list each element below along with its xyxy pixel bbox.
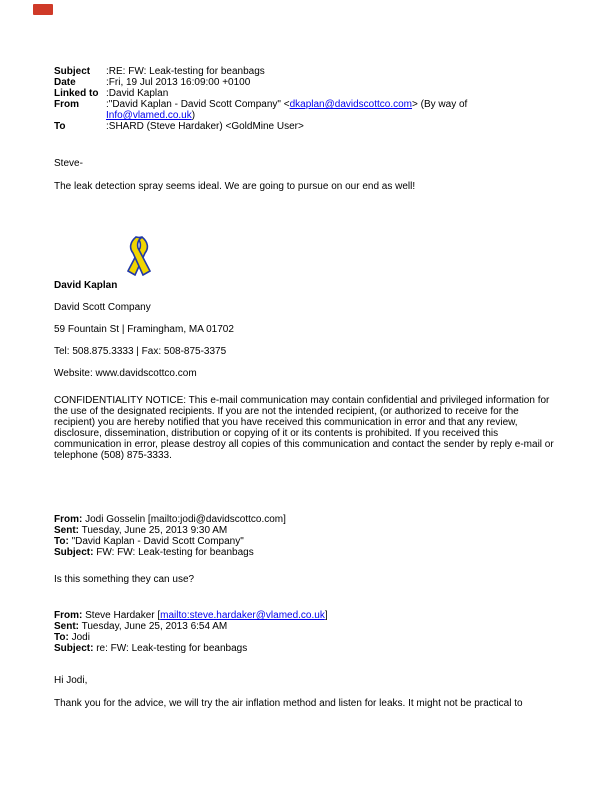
body-paragraph: The leak detection spray seems ideal. We are going to pursue on our end as well! xyxy=(54,181,416,192)
quoted2-to-line xyxy=(54,632,558,643)
meta-row-date xyxy=(54,77,558,88)
quoted1-question: Is this something they can use? xyxy=(54,574,195,585)
from-email-link[interactable]: dkaplan@davidscottco.com xyxy=(289,99,413,110)
quoted1-subject-line xyxy=(54,547,558,558)
quoted1-sent-label: Sent: xyxy=(54,525,79,536)
quoted2-sent-value: Tuesday, June 25, 2013 6:54 AM xyxy=(79,621,228,632)
quoted1-to-line xyxy=(54,536,558,547)
quoted-email-2-headers xyxy=(54,610,558,654)
email-meta-headers xyxy=(54,66,558,132)
quoted2-to-value: Jodi xyxy=(68,632,90,643)
meta-value-date xyxy=(106,77,558,88)
red-corner-mark xyxy=(33,4,53,15)
quoted2-greeting: Hi Jodi, xyxy=(54,675,88,686)
meta-value-subject xyxy=(106,66,558,77)
quoted1-from-value: Jodi Gosselin [mailto:jodi@davidscottco.com] xyxy=(82,514,286,525)
meta-row-from xyxy=(54,99,558,121)
quoted2-subject-label: Subject: xyxy=(54,643,94,654)
quoted-email-1-headers xyxy=(54,514,558,558)
quoted2-from-post: ] xyxy=(324,610,328,621)
quoted2-mailto-link[interactable]: mailto:steve.hardaker@vlamed.co.uk xyxy=(160,610,325,621)
meta-value-to xyxy=(106,121,558,132)
meta-row-subject xyxy=(54,66,558,77)
from-post-text: ) xyxy=(191,110,196,121)
meta-row-to xyxy=(54,121,558,132)
to-text: SHARD (Steve Hardaker) <GoldMine User> xyxy=(108,121,304,132)
from-mid-text: > (By way of xyxy=(412,99,471,110)
quoted2-to-label: To: xyxy=(54,632,69,643)
meta-value-linked-to xyxy=(106,88,558,99)
quoted2-from-pre: Steve Hardaker [ xyxy=(82,610,161,621)
ribbon-image-wrap xyxy=(124,236,558,276)
from-name-text: "David Kaplan - David Scott Company" < xyxy=(108,99,290,110)
meta-label-from: From xyxy=(54,99,79,110)
quoted1-to-label: To: xyxy=(54,536,69,547)
meta-label-subject: Subject xyxy=(54,66,91,77)
awareness-ribbon-icon xyxy=(124,236,154,276)
quoted1-to-value: "David Kaplan - David Scott Company" xyxy=(68,536,244,547)
quoted1-subject-value: FW: FW: Leak-testing for beanbags xyxy=(93,547,254,558)
signature-company: David Scott Company xyxy=(54,302,151,313)
colon: : xyxy=(106,121,109,132)
linked-to-text: David Kaplan xyxy=(108,88,169,99)
email-content xyxy=(54,66,558,709)
quoted1-sent-value: Tuesday, June 25, 2013 9:30 AM xyxy=(79,525,228,536)
quoted2-subject-line xyxy=(54,643,558,654)
colon: : xyxy=(106,99,109,110)
colon: : xyxy=(106,66,109,77)
quoted1-from-line xyxy=(54,514,558,525)
signature-address: 59 Fountain St | Framingham, MA 01702 xyxy=(54,324,234,335)
quoted2-from-label: From: xyxy=(54,610,83,621)
meta-label-date: Date xyxy=(54,77,76,88)
quoted1-from-label: From: xyxy=(54,514,83,525)
quoted2-sent-line xyxy=(54,621,558,632)
quoted2-subject-value: re: FW: Leak-testing for beanbags xyxy=(93,643,248,654)
meta-label-to: To xyxy=(54,121,66,132)
body-greeting: Steve- xyxy=(54,158,83,169)
subject-text: RE: FW: Leak-testing for beanbags xyxy=(108,66,265,77)
quoted1-sent-line xyxy=(54,525,558,536)
quoted2-paragraph: Thank you for the advice, we will try the air inflation method and listen for leaks. It might not be practical to xyxy=(54,698,523,709)
date-text: Fri, 19 Jul 2013 16:09:00 +0100 xyxy=(108,77,251,88)
meta-value-from xyxy=(106,99,558,121)
signature-website: Website: www.davidscottco.com xyxy=(54,368,197,379)
meta-label-linked-to: Linked to xyxy=(54,88,99,99)
quoted2-from-line xyxy=(54,610,558,621)
quoted2-sent-label: Sent: xyxy=(54,621,79,632)
byway-email-link[interactable]: Info@vlamed.co.uk xyxy=(106,110,192,121)
colon: : xyxy=(106,88,109,99)
quoted1-subject-label: Subject: xyxy=(54,547,94,558)
signature-name: David Kaplan xyxy=(54,280,118,291)
meta-row-linked-to xyxy=(54,88,558,99)
confidentiality-notice: CONFIDENTIALITY NOTICE: This e-mail communication may contain confidential and privileged information for the use of the designated recipients. If you are not the intended recipient, (or authorized to receive for the recipient) you are hereby notified that you have received this communication in error and that any review, disclosure, dissemination, distribution or copying of it or its contents is prohibited. If you received this communication in error, please destroy all copies of this communication and contact the sender by reply e-mail or telephone (508) 875-3333. xyxy=(54,395,554,461)
signature-phone-fax: Tel: 508.875.3333 | Fax: 508-875-3375 xyxy=(54,346,227,357)
colon: : xyxy=(106,77,109,88)
